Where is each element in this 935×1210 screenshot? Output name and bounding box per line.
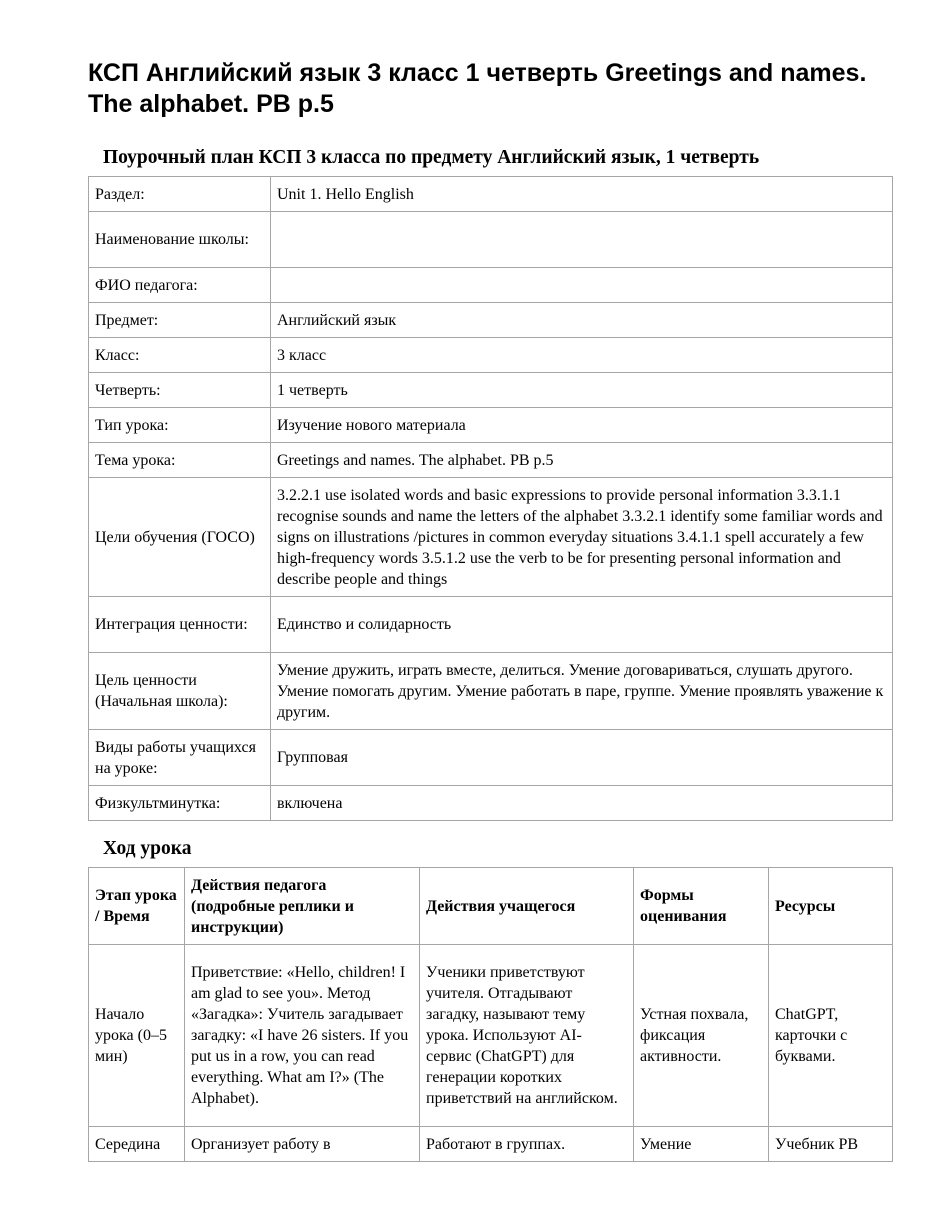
info-value [271, 212, 893, 268]
column-header-teacher: Действия педагога (подробные реплики и инструкции) [185, 868, 420, 945]
table-row [89, 212, 893, 268]
table-row [89, 478, 893, 597]
cell-resources: Учебник PB [769, 1127, 893, 1162]
lesson-flow-table [88, 867, 893, 1162]
info-key: Раздел: [89, 177, 271, 212]
info-key: Тип урока: [89, 408, 271, 443]
info-value: Greetings and names. The alphabet. PB p.5 [271, 443, 893, 478]
info-key: ФИО педагога: [89, 268, 271, 303]
table-row [89, 730, 893, 786]
table-row [89, 1127, 893, 1162]
cell-assessment: Устная похвала, фиксация активности. [634, 945, 769, 1127]
info-value: Групповая [271, 730, 893, 786]
info-value: 1 четверть [271, 373, 893, 408]
info-value: Изучение нового материала [271, 408, 893, 443]
info-key: Класс: [89, 338, 271, 373]
info-value: Единство и солидарность [271, 597, 893, 653]
info-value: включена [271, 786, 893, 821]
cell-stage: Начало урока (0–5 мин) [89, 945, 185, 1127]
info-value: Unit 1. Hello English [271, 177, 893, 212]
cell-stage: Середина [89, 1127, 185, 1162]
info-key: Четверть: [89, 373, 271, 408]
cell-teacher: Организует работу в [185, 1127, 420, 1162]
info-key: Виды работы учащихся на уроке: [89, 730, 271, 786]
info-value: 3.2.2.1 use isolated words and basic expressions to provide personal information 3.3.1.1 recognise sounds and name the letters of the alphabet 3.3.2.1 identify some familiar words and signs on illustrations /pictures in common everyday situations 3.4.1.1 spell accurately a few high-frequency words 3.5.1.2 use the verb to be for presenting personal information and describe people and things [271, 478, 893, 597]
info-key: Цель ценности (Начальная школа): [89, 653, 271, 730]
column-header-stage: Этап урока / Время [89, 868, 185, 945]
plan-heading: Поурочный план КСП 3 класса по предмету Английский язык, 1 четверть [103, 147, 760, 168]
cell-resources: ChatGPT, карточки с буквами. [769, 945, 893, 1127]
table-row [89, 338, 893, 373]
table-header-row [89, 868, 893, 945]
cell-student: Ученики приветствуют учителя. Отгадывают загадку, называют тему урока. Используют AI-сервис (ChatGPT) для генерации коротких приветствий на английском. [420, 945, 634, 1127]
flow-heading: Ход урока [103, 838, 192, 859]
info-key: Физкультминутка: [89, 786, 271, 821]
lesson-info-table [88, 176, 893, 821]
column-header-assessment: Формы оценивания [634, 868, 769, 945]
column-header-student: Действия учащегося [420, 868, 634, 945]
info-key: Наименование школы: [89, 212, 271, 268]
info-value: 3 класс [271, 338, 893, 373]
table-row [89, 786, 893, 821]
table-row [89, 945, 893, 1127]
table-row [89, 303, 893, 338]
info-key: Тема урока: [89, 443, 271, 478]
info-key: Интеграция ценности: [89, 597, 271, 653]
info-value: Английский язык [271, 303, 893, 338]
table-row [89, 268, 893, 303]
table-row [89, 653, 893, 730]
cell-assessment: Умение [634, 1127, 769, 1162]
table-row [89, 177, 893, 212]
info-key: Цели обучения (ГОСО) [89, 478, 271, 597]
info-value: Умение дружить, играть вместе, делиться. Умение договариваться, слушать другого. Умение помогать другим. Умение работать в паре, группе. Умение проявлять уважение к другим. [271, 653, 893, 730]
column-header-resources: Ресурсы [769, 868, 893, 945]
info-value [271, 268, 893, 303]
table-row [89, 408, 893, 443]
cell-student: Работают в группах. [420, 1127, 634, 1162]
document-page [88, 58, 893, 1162]
table-row [89, 443, 893, 478]
document-title: КСП Английский язык 3 класс 1 четверть Greetings and names. The alphabet. PB p.5 [88, 59, 867, 118]
info-key: Предмет: [89, 303, 271, 338]
table-row [89, 597, 893, 653]
table-row [89, 373, 893, 408]
cell-teacher: Приветствие: «Hello, children! I am glad to see you». Метод «Загадка»: Учитель загадывает загадку: «I have 26 sisters. If you put us in a row, you can read everything. What am I?» (The Alphabet). [185, 945, 420, 1127]
